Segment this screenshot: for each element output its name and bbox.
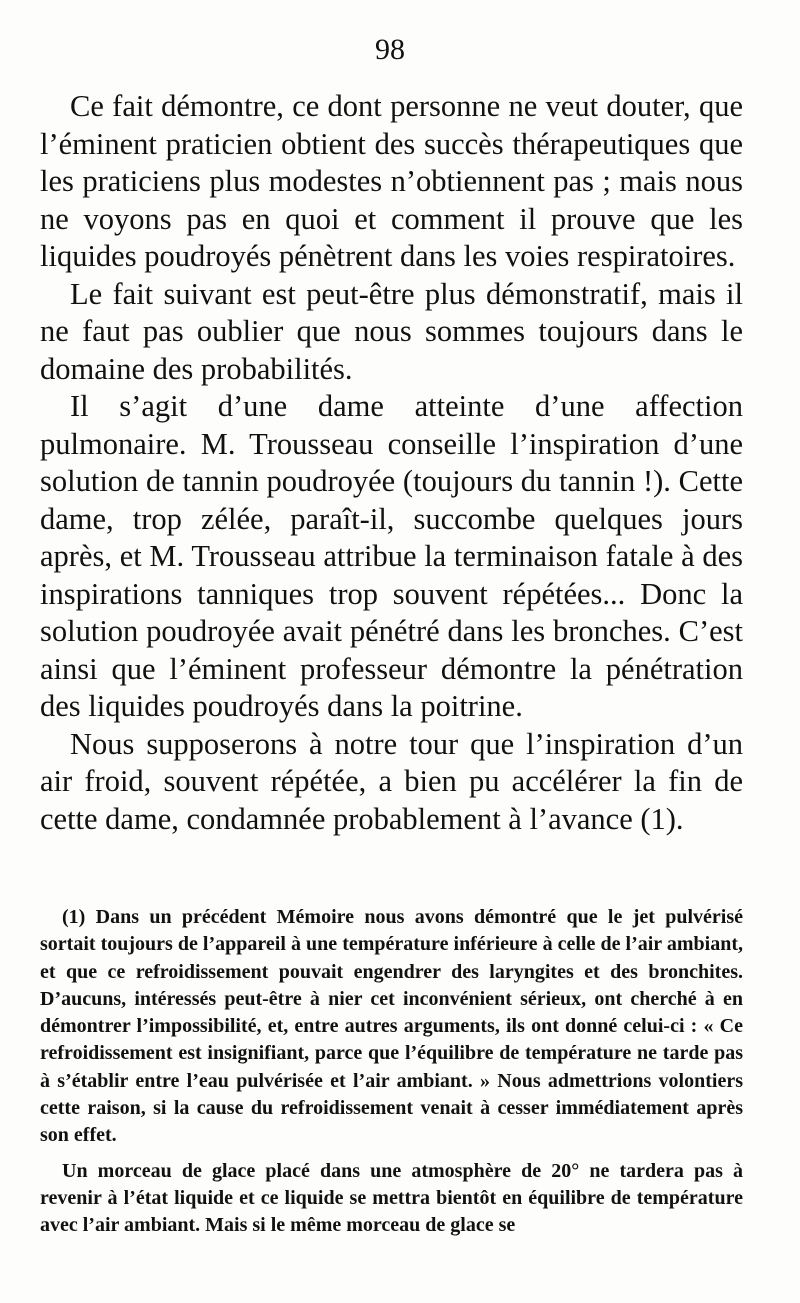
paragraph: Nous supposerons à notre tour que l’inspiration d’un air froid, souvent répétée, a bien pu accélérer la fin de cette dame, condamnée probablement à l’avance (1). <box>40 726 743 836</box>
paragraph: Ce fait démontre, ce dont personne ne veut douter, que l’éminent praticien obtient des succès thérapeutiques que les praticiens plus modestes n’obtiennent pas ; mais nous ne voyons pas en quoi et comment il prouve que les liquides poudroyés pénètrent dans les voies respiratoires. <box>40 89 743 273</box>
paragraph: Il s’agit d’une dame atteinte d’une affection pulmonaire. M. Trousseau conseille l’inspiration d’une solution de tannin poudroyée (toujours du tannin !). Cette dame, trop zélée, paraît-il, succombe quelques jours après, et M. Trousseau attribue la terminaison fatale à des inspirations tanniques trop souvent répétées... Donc la solution poudroyée avait pénétré dans les bronches. C’est ainsi que l’éminent professeur démontre la pénétration des liquides poudroyés dans la poitrine. <box>40 389 743 723</box>
footnote-paragraph: Un morceau de glace placé dans une atmosphère de 20° ne tardera pas à revenir à l’état liquide et ce liquide se mettra bientôt en équilibre de température avec l’air ambiant. Mais si le même morceau de glace se <box>40 1159 743 1237</box>
main-text <box>40 88 743 838</box>
paragraph: Le fait suivant est peut-être plus démonstratif, mais il ne faut pas oublier que nous sommes toujours dans le domaine des probabilités. <box>40 276 743 386</box>
footnote <box>40 904 743 1240</box>
page-number: 98 <box>375 33 405 66</box>
footnote-paragraph: (1) Dans un précédent Mémoire nous avons démontré que le jet pulvérisé sortait toujours de l’appareil à une température inférieure à celle de l’air ambiant, et que ce refroidissement pouvait engendrer des laryngites et des bronchites. D’aucuns, intéressés peut-être à nier cet inconvénient sérieux, ont cherché à en démontrer l’impossibilité, et, entre autres arguments, ils ont donné celui-ci : « Ce refroidissement est insignifiant, parce que l’équilibre de température ne tarde pas à s’établir entre l’eau pulvérisée et l’air ambiant. » Nous admettrions volontiers cette raison, si la cause du refroidissement venait à cesser immédiatement après son effet. <box>40 906 743 1147</box>
